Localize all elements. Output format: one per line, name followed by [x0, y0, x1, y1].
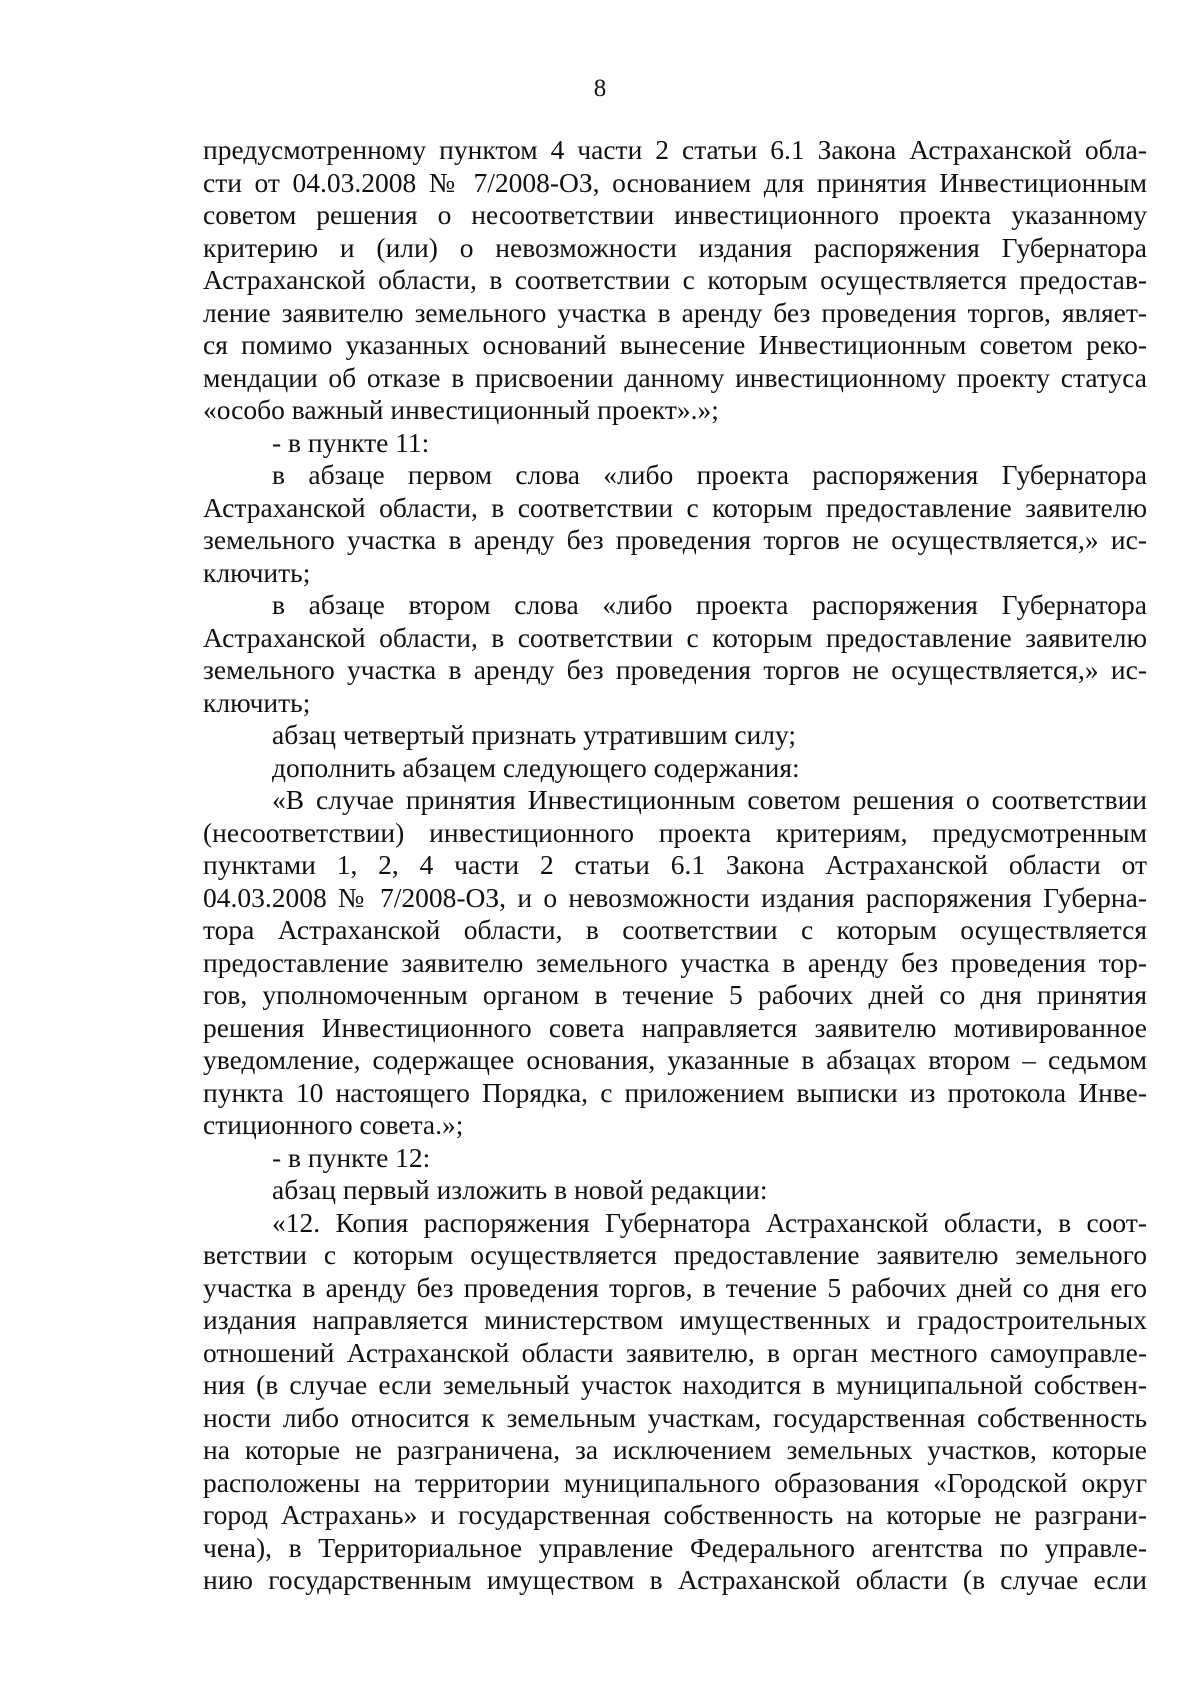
text-line: ния (в случае если земельный участок находится в муниципальной собствен-: [203, 1369, 1147, 1400]
text-line: - в пункте 11:: [272, 426, 430, 458]
text-line: дополнить абзацем следующего содержания:: [272, 751, 800, 783]
page-number: 8: [593, 75, 607, 102]
text-line: уведомление, содержащее основания, указанные в абзацах втором – седьмом: [203, 1044, 1147, 1075]
text-line: в абзаце первом слова «либо проекта распоряжения Губернатора: [272, 459, 1147, 490]
text-line: нию государственным имуществом в Астраханской области (в случае если: [203, 1564, 1147, 1595]
text-line: гов, уполномоченным органом в течение 5 рабочих дней со дня принятия: [203, 979, 1147, 1010]
text-line: пунктами 1, 2, 4 части 2 статьи 6.1 Закона Астраханской области от: [203, 849, 1147, 880]
text-line: ности либо относится к земельным участкам, государственная собственность: [203, 1401, 1147, 1433]
text-line: в абзаце втором слова «либо проекта распоряжения Губернатора: [272, 589, 1147, 620]
text-line: Астраханской области, в соответствии с которым предоставление заявителю: [203, 491, 1147, 523]
text-line: расположены на территории муниципального образования «Городской округ: [203, 1466, 1147, 1498]
text-line: предоставление заявителю земельного участка в аренду без проведения тор-: [203, 946, 1147, 978]
text-line: на которые не разграничена, за исключением земельных участков, которые: [203, 1434, 1147, 1465]
text-line: критерию и (или) о невозможности издания распоряжения Губернатора: [203, 231, 1147, 263]
text-line: (несоответствии) инвестиционного проекта критериям, предусмотренным: [203, 816, 1147, 848]
text-line: ключить;: [203, 556, 311, 588]
text-line: земельного участка в аренду без проведения торгов не осуществляется,» ис-: [203, 524, 1147, 555]
text-line: «В случае принятия Инвестиционным советом решения о соответствии: [272, 784, 1147, 815]
text-line: ветствии с которым осуществляется предоставление заявителю земельного: [203, 1239, 1147, 1270]
text-line: сти от 04.03.2008 № 7/2008-ОЗ, основанием для принятия Инвестиционным: [203, 166, 1147, 198]
text-line: «12. Копия распоряжения Губернатора Астраханской области, в соот-: [272, 1206, 1147, 1238]
text-line: советом решения о несоответствии инвестиционного проекта указанному: [203, 199, 1147, 230]
text-line: отношений Астраханской области заявителю, в орган местного самоуправле-: [203, 1336, 1147, 1368]
text-line: пункта 10 настоящего Порядка, с приложением выписки из протокола Инве-: [203, 1076, 1147, 1108]
text-line: участка в аренду без проведения торгов, в течение 5 рабочих дней со дня его: [203, 1271, 1147, 1303]
text-line: - в пункте 12:: [272, 1141, 431, 1173]
text-line: решения Инвестиционного совета направляется заявителю мотивированное: [203, 1011, 1147, 1043]
text-line: предусмотренному пунктом 4 части 2 статьи 6.1 Закона Астраханской обла-: [203, 134, 1147, 165]
text-line: «особо важный инвестиционный проект».»;: [203, 394, 719, 425]
text-line: абзац четвертый признать утратившим силу;: [272, 719, 797, 750]
text-line: мендации об отказе в присвоении данному инвестиционному проекту статуса: [203, 361, 1147, 393]
text-line: абзац первый изложить в новой редакции:: [272, 1174, 768, 1205]
text-line: Астраханской области, в соответствии с которым предоставление заявителю: [203, 621, 1147, 653]
text-line: тора Астраханской области, в соответствии с которым осуществляется: [203, 914, 1147, 945]
text-line: 04.03.2008 № 7/2008-ОЗ, и о невозможности издания распоряжения Губерна-: [203, 881, 1147, 913]
text-line: ление заявителю земельного участка в аренду без проведения торгов, являет-: [203, 296, 1147, 328]
text-line: стиционного совета.»;: [203, 1109, 464, 1140]
document-body: [203, 134, 1147, 1597]
text-line: чена), в Территориальное управление Федерального агентства по управле-: [203, 1531, 1147, 1563]
text-line: город Астрахань» и государственная собственность на которые не разграни-: [203, 1499, 1147, 1530]
text-line: Астраханской области, в соответствии с которым осуществляется предостав-: [203, 264, 1147, 295]
text-line: земельного участка в аренду без проведения торгов не осуществляется,» ис-: [203, 654, 1147, 685]
text-line: ключить;: [203, 686, 311, 718]
text-line: издания направляется министерством имущественных и градостроительных: [203, 1304, 1147, 1335]
text-line: ся помимо указанных оснований вынесение Инвестиционным советом реко-: [203, 329, 1147, 360]
